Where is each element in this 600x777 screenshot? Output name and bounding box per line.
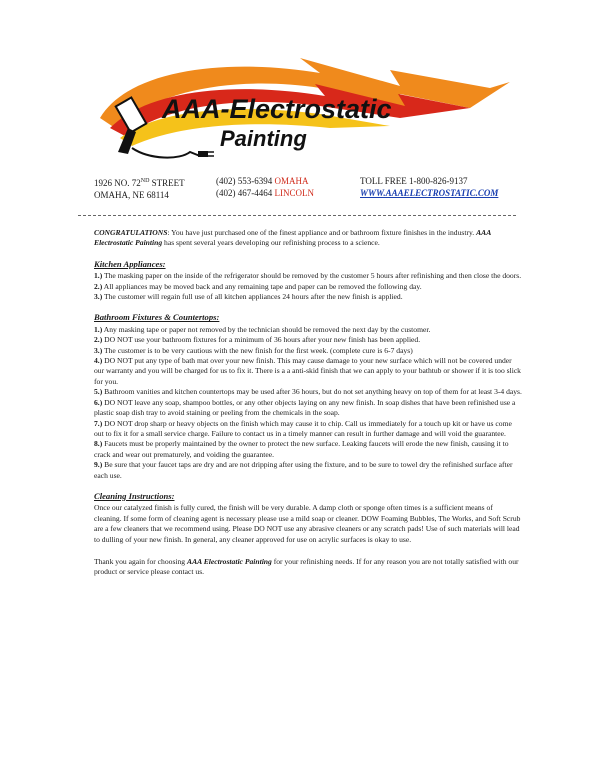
list-item	[94, 335, 522, 345]
item-text: All appliances may be moved back and any remaining tape and paper can be removed the following day.	[102, 281, 422, 291]
list-item	[94, 387, 522, 397]
address-line1-tail: STREET	[149, 178, 185, 188]
item-text: Bathroom vanities and kitchen countertops may be used after 36 hours, but do not set anything heavy on top of them for at least 3-4 days.	[102, 387, 522, 397]
list-item	[94, 282, 522, 292]
logo-text-line1: AAA-Electrostatic	[162, 94, 392, 124]
closing-company: AAA Electrostatic Painting	[187, 556, 272, 566]
list-item	[94, 419, 522, 440]
logo-text-line2: Painting	[220, 126, 307, 151]
item-number: 8.)	[94, 439, 103, 449]
website-link[interactable]: WWW.AAAELECTROSTATIC.COM	[360, 188, 499, 198]
city-omaha: OMAHA	[274, 176, 309, 186]
item-text: Be sure that your faucet taps are dry and are not dripping after using the fixture, and to be sure to towel dry the refinished surface after each use.	[94, 460, 513, 480]
phone-omaha: (402) 553-6394	[216, 176, 273, 186]
item-text: Faucets must be properly maintained by the owner to protect the new surface. Leaking faucets will erode the new finish, causing it to crack and wear out prematurely, and voiding the guarantee.	[94, 439, 509, 459]
document-body	[94, 228, 522, 584]
item-number: 6.)	[94, 397, 103, 407]
list-item	[94, 271, 522, 281]
bathroom-list	[94, 325, 522, 481]
item-number: 9.)	[94, 460, 103, 470]
city-lincoln: LINCOLN	[274, 188, 314, 198]
street-address	[94, 175, 185, 201]
item-text: The masking paper on the inside of the refrigerator should be removed by the customer 5 hours after refinishing and then close the doors.	[102, 271, 522, 281]
address-line1: 1926 NO. 72	[94, 178, 141, 188]
phone-block	[216, 175, 314, 199]
phone-lincoln: (402) 467-4464	[216, 188, 273, 198]
header-divider	[78, 215, 516, 216]
item-number: 7.)	[94, 418, 103, 428]
list-item	[94, 346, 522, 356]
intro-text2: has spent several years developing our refinishing process to a science.	[162, 238, 380, 248]
item-text: DO NOT drop sharp or heavy objects on the finish which may cause it to chip. Call us immediately for a touch up kit or have us come out to fix it for a small service charge. Failure to contact us in a timely manner can result in further damage and will void the guarantee.	[94, 418, 512, 438]
company-logo	[70, 48, 530, 168]
item-number: 5.)	[94, 387, 103, 397]
intro-text1: : You have just purchased one of the finest appliance and or bathroom fixture finishes in the industry.	[167, 228, 477, 237]
closing-text1: Thank you again for choosing	[94, 556, 188, 566]
closing-text2: for your refinishing needs. If for any reason you are not totally satisfied with our product or service please contact us.	[94, 556, 519, 577]
kitchen-list	[94, 271, 522, 302]
item-number: 4.)	[94, 356, 103, 366]
item-text: DO NOT put any type of bath mat over your new finish. This may cause damage to your new surface which will not be covered under our warranty and you will be charged for us to fix it. There is a a anti-skid finish that we can apply to your bathtub or shower if it is too slick for you.	[94, 356, 521, 386]
item-text: Any masking tape or paper not removed by the technician should be removed the next day by the customer.	[102, 324, 431, 334]
item-number: 3.)	[94, 292, 103, 302]
list-item	[94, 398, 522, 419]
item-number: 1.)	[94, 271, 103, 281]
intro-paragraph	[94, 228, 522, 249]
item-text: DO NOT use your bathroom fixtures for a minimum of 36 hours after your new finish has been applied.	[102, 335, 421, 345]
item-number: 2.)	[94, 281, 103, 291]
intro-lead: CONGRATULATIONS	[94, 228, 168, 237]
list-item	[94, 460, 522, 481]
item-text: DO NOT leave any soap, shampoo bottles, or any other objects laying on any new finish. In soap dishes that have been refinished use a plastic soap dish tray to avoid staining or peeling from the chemicals in the soap.	[94, 397, 516, 418]
item-number: 3.)	[94, 345, 103, 355]
cleaning-paragraph: Once our catalyzed finish is fully cured, the finish will be very durable. A damp cloth or sponge often times is a sufficient means of cleaning. If some form of cleaning agent is necessary please use a mild soap or cleaner. DOW Foaming Bubbles, The Works, and Soft Scrub are a few cleaners that we recommend using. Please DO NOT use any abrasive cleaners or any scratch pads! Use of such materials will lead to dulling of your new finish. In general, any cleaner approved for use on acrylic surfaces is okay to use.	[94, 503, 521, 544]
list-item	[94, 292, 522, 302]
list-item	[94, 356, 522, 387]
item-text: The customer is to be very cautious with the new finish for the first week. (complete cure is 6-7 days)	[102, 345, 413, 355]
address-superscript: ND	[140, 178, 150, 184]
address-line2: OMAHA, NE 68114	[94, 190, 169, 200]
intro-company: AAA Electrostatic Painting	[94, 228, 491, 248]
item-number: 2.)	[94, 335, 103, 345]
tollfree-block	[360, 175, 498, 199]
item-number: 1.)	[94, 324, 103, 334]
bathroom-heading: Bathroom Fixtures & Countertops:	[94, 312, 220, 323]
cleaning-heading: Cleaning Instructions:	[94, 490, 175, 501]
list-item	[94, 439, 522, 460]
closing-paragraph	[94, 557, 522, 578]
kitchen-heading: Kitchen Appliances:	[94, 258, 166, 269]
tollfree-number: TOLL FREE 1-800-826-9137	[360, 176, 468, 186]
list-item	[94, 325, 522, 335]
item-text: The customer will regain full use of all kitchen appliances 24 hours after the new finish is applied.	[102, 292, 403, 302]
